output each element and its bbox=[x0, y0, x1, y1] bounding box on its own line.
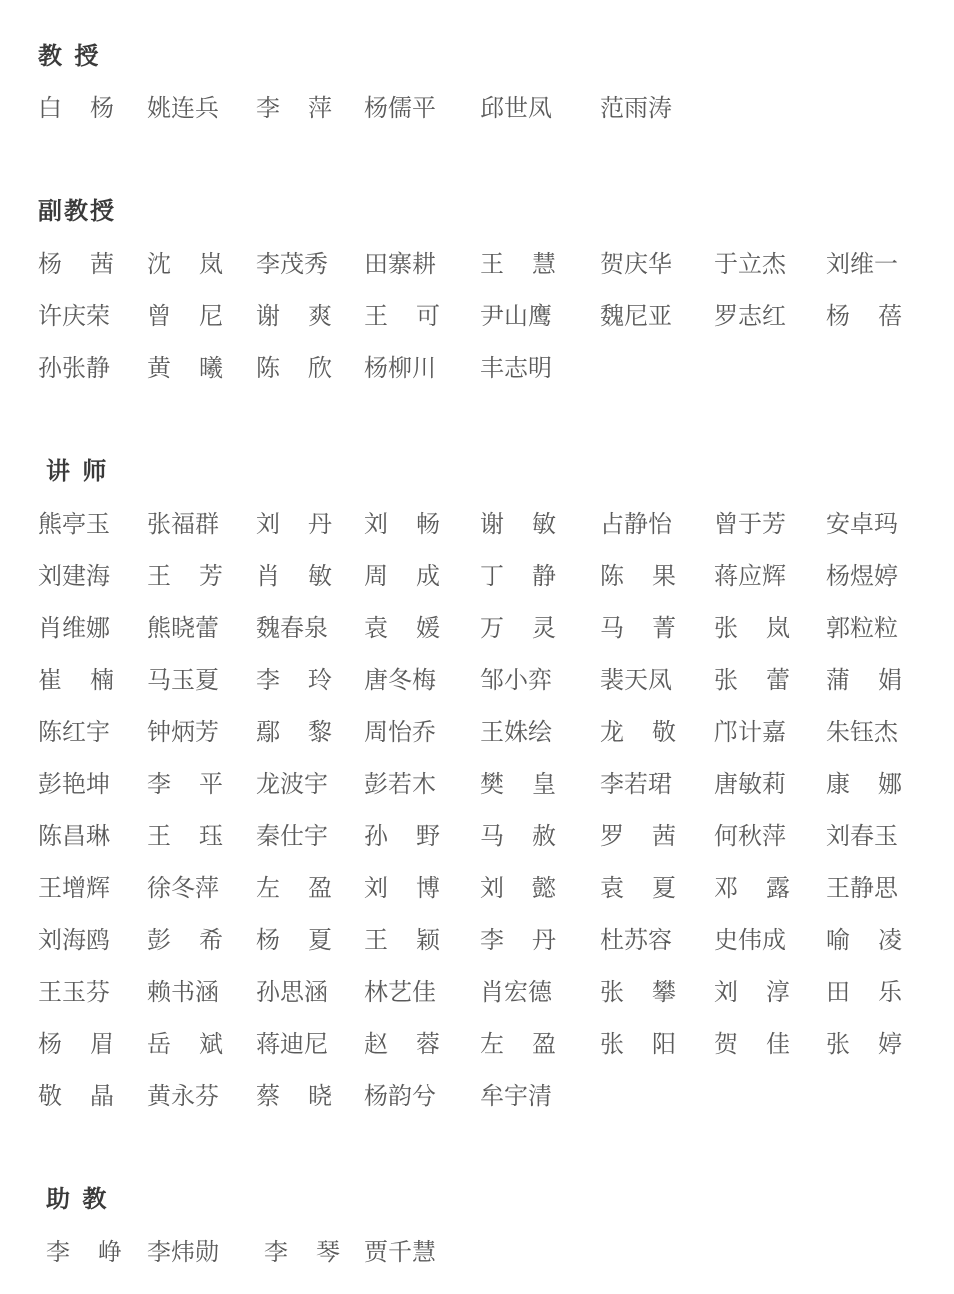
staff-name: 姚连兵 bbox=[147, 94, 219, 122]
staff-name: 孙思涵 bbox=[256, 978, 328, 1006]
staff-name: 周怡乔 bbox=[364, 718, 436, 746]
staff-name: 邓 露 bbox=[714, 874, 790, 902]
staff-name: 占静怡 bbox=[600, 510, 672, 538]
staff-name: 张福群 bbox=[147, 510, 219, 538]
staff-name: 左 盈 bbox=[256, 874, 332, 902]
staff-name: 牟宇清 bbox=[480, 1082, 552, 1110]
staff-name: 史伟成 bbox=[714, 926, 786, 954]
staff-name: 秦仕宇 bbox=[256, 822, 328, 850]
staff-name: 杨柳川 bbox=[364, 354, 436, 382]
staff-name: 杨 茜 bbox=[38, 250, 114, 278]
staff-name: 何秋萍 bbox=[714, 822, 786, 850]
staff-name: 李 丹 bbox=[480, 926, 556, 954]
staff-name: 肖维娜 bbox=[38, 614, 110, 642]
staff-name: 杨韵兮 bbox=[364, 1082, 436, 1110]
staff-name: 杨煜婷 bbox=[826, 562, 898, 590]
staff-name: 王增辉 bbox=[38, 874, 110, 902]
staff-name: 尹山鹰 bbox=[480, 302, 552, 330]
staff-name: 钟炳芳 bbox=[147, 718, 219, 746]
staff-name: 王静思 bbox=[826, 874, 898, 902]
staff-name: 邹小弈 bbox=[480, 666, 552, 694]
staff-name: 熊晓蕾 bbox=[147, 614, 219, 642]
staff-name: 蔡 晓 bbox=[256, 1082, 332, 1110]
staff-name: 李 玲 bbox=[256, 666, 332, 694]
staff-name: 李 琴 bbox=[264, 1238, 340, 1266]
staff-name: 陈红宇 bbox=[38, 718, 110, 746]
staff-name: 袁 媛 bbox=[364, 614, 440, 642]
staff-name: 贺庆华 bbox=[600, 250, 672, 278]
staff-name: 敬 晶 bbox=[38, 1082, 114, 1110]
staff-name: 罗 茜 bbox=[600, 822, 676, 850]
staff-name: 朱钰杰 bbox=[826, 718, 898, 746]
staff-name: 刘 淳 bbox=[714, 978, 790, 1006]
staff-name: 张 婷 bbox=[826, 1030, 902, 1058]
staff-name: 马 赦 bbox=[480, 822, 556, 850]
staff-name: 李 萍 bbox=[256, 94, 332, 122]
staff-name: 罗志红 bbox=[714, 302, 786, 330]
staff-name: 康 娜 bbox=[826, 770, 902, 798]
staff-name: 贾千慧 bbox=[364, 1238, 436, 1266]
staff-name: 孙张静 bbox=[38, 354, 110, 382]
staff-name: 丰志明 bbox=[480, 354, 552, 382]
staff-name: 王 慧 bbox=[480, 250, 556, 278]
section-heading: 讲 师 bbox=[46, 456, 109, 485]
staff-name: 杨 夏 bbox=[256, 926, 332, 954]
staff-name: 彭 希 bbox=[147, 926, 223, 954]
staff-name: 许庆荣 bbox=[38, 302, 110, 330]
staff-name: 田寨耕 bbox=[364, 250, 436, 278]
staff-name: 安卓玛 bbox=[826, 510, 898, 538]
staff-name: 黄永芬 bbox=[147, 1082, 219, 1110]
staff-name: 李若珺 bbox=[600, 770, 672, 798]
staff-name: 王玉芬 bbox=[38, 978, 110, 1006]
staff-name: 贺 佳 bbox=[714, 1030, 790, 1058]
staff-name: 林艺佳 bbox=[364, 978, 436, 1006]
staff-name: 崔 楠 bbox=[38, 666, 114, 694]
staff-name: 张 攀 bbox=[600, 978, 676, 1006]
section-heading: 副教授 bbox=[38, 196, 116, 225]
staff-name: 杜苏容 bbox=[600, 926, 672, 954]
staff-name: 王 颖 bbox=[364, 926, 440, 954]
staff-name: 刘 博 bbox=[364, 874, 440, 902]
staff-name: 马玉夏 bbox=[147, 666, 219, 694]
staff-name: 黄 曦 bbox=[147, 354, 223, 382]
section-heading: 助 教 bbox=[46, 1184, 109, 1213]
staff-name: 孙 野 bbox=[364, 822, 440, 850]
staff-name: 曾于芳 bbox=[714, 510, 786, 538]
staff-name: 陈 欣 bbox=[256, 354, 332, 382]
staff-name: 刘 丹 bbox=[256, 510, 332, 538]
staff-name: 刘建海 bbox=[38, 562, 110, 590]
staff-name: 刘维一 bbox=[826, 250, 898, 278]
staff-name: 龙 敬 bbox=[600, 718, 676, 746]
staff-name: 王姝绘 bbox=[480, 718, 552, 746]
staff-name: 彭艳坤 bbox=[38, 770, 110, 798]
staff-name: 魏尼亚 bbox=[600, 302, 672, 330]
staff-name: 熊亭玉 bbox=[38, 510, 110, 538]
staff-name: 谢 敏 bbox=[480, 510, 556, 538]
staff-name: 蒋迪尼 bbox=[256, 1030, 328, 1058]
staff-name: 张 岚 bbox=[714, 614, 790, 642]
staff-name: 杨 蓓 bbox=[826, 302, 902, 330]
staff-name: 赖书涵 bbox=[147, 978, 219, 1006]
staff-name: 唐冬梅 bbox=[364, 666, 436, 694]
staff-name: 彭若木 bbox=[364, 770, 436, 798]
staff-name: 曾 尼 bbox=[147, 302, 223, 330]
staff-name: 白 杨 bbox=[38, 94, 114, 122]
staff-name: 王 芳 bbox=[147, 562, 223, 590]
staff-name: 范雨涛 bbox=[600, 94, 672, 122]
staff-name: 左 盈 bbox=[480, 1030, 556, 1058]
staff-name: 刘 畅 bbox=[364, 510, 440, 538]
staff-name: 丁 静 bbox=[480, 562, 556, 590]
staff-name: 刘 懿 bbox=[480, 874, 556, 902]
staff-name: 岳 斌 bbox=[147, 1030, 223, 1058]
staff-name: 徐冬萍 bbox=[147, 874, 219, 902]
staff-name: 万 灵 bbox=[480, 614, 556, 642]
staff-name: 肖 敏 bbox=[256, 562, 332, 590]
staff-name: 刘春玉 bbox=[826, 822, 898, 850]
staff-name: 王 可 bbox=[364, 302, 440, 330]
staff-name: 陈 果 bbox=[600, 562, 676, 590]
staff-name: 龙波宇 bbox=[256, 770, 328, 798]
staff-name: 袁 夏 bbox=[600, 874, 676, 902]
staff-name: 马 菁 bbox=[600, 614, 676, 642]
staff-name: 樊 皇 bbox=[480, 770, 556, 798]
staff-name: 裴天凤 bbox=[600, 666, 672, 694]
staff-name: 李茂秀 bbox=[256, 250, 328, 278]
staff-name: 李 平 bbox=[147, 770, 223, 798]
staff-name: 唐敏莉 bbox=[714, 770, 786, 798]
staff-name: 张 阳 bbox=[600, 1030, 676, 1058]
staff-name: 邱世凤 bbox=[480, 94, 552, 122]
staff-name: 杨 眉 bbox=[38, 1030, 114, 1058]
staff-name: 王 珏 bbox=[147, 822, 223, 850]
staff-name: 杨儒平 bbox=[364, 94, 436, 122]
staff-name: 郭粒粒 bbox=[826, 614, 898, 642]
section-heading: 教 授 bbox=[38, 41, 101, 70]
staff-name: 喻 凌 bbox=[826, 926, 902, 954]
staff-name: 肖宏德 bbox=[480, 978, 552, 1006]
staff-name: 李炜勋 bbox=[147, 1238, 219, 1266]
staff-name: 田 乐 bbox=[826, 978, 902, 1006]
staff-name: 蒋应辉 bbox=[714, 562, 786, 590]
staff-name: 陈昌琳 bbox=[38, 822, 110, 850]
staff-name: 张 蕾 bbox=[714, 666, 790, 694]
staff-name: 于立杰 bbox=[714, 250, 786, 278]
staff-name: 赵 蓉 bbox=[364, 1030, 440, 1058]
staff-name: 邝计嘉 bbox=[714, 718, 786, 746]
staff-name: 鄢 黎 bbox=[256, 718, 332, 746]
staff-name: 李 峥 bbox=[46, 1238, 122, 1266]
staff-name: 周 成 bbox=[364, 562, 440, 590]
staff-name: 谢 爽 bbox=[256, 302, 332, 330]
staff-name: 刘海鸥 bbox=[38, 926, 110, 954]
staff-name: 沈 岚 bbox=[147, 250, 223, 278]
staff-name: 魏春泉 bbox=[256, 614, 328, 642]
staff-name: 蒲 娟 bbox=[826, 666, 902, 694]
